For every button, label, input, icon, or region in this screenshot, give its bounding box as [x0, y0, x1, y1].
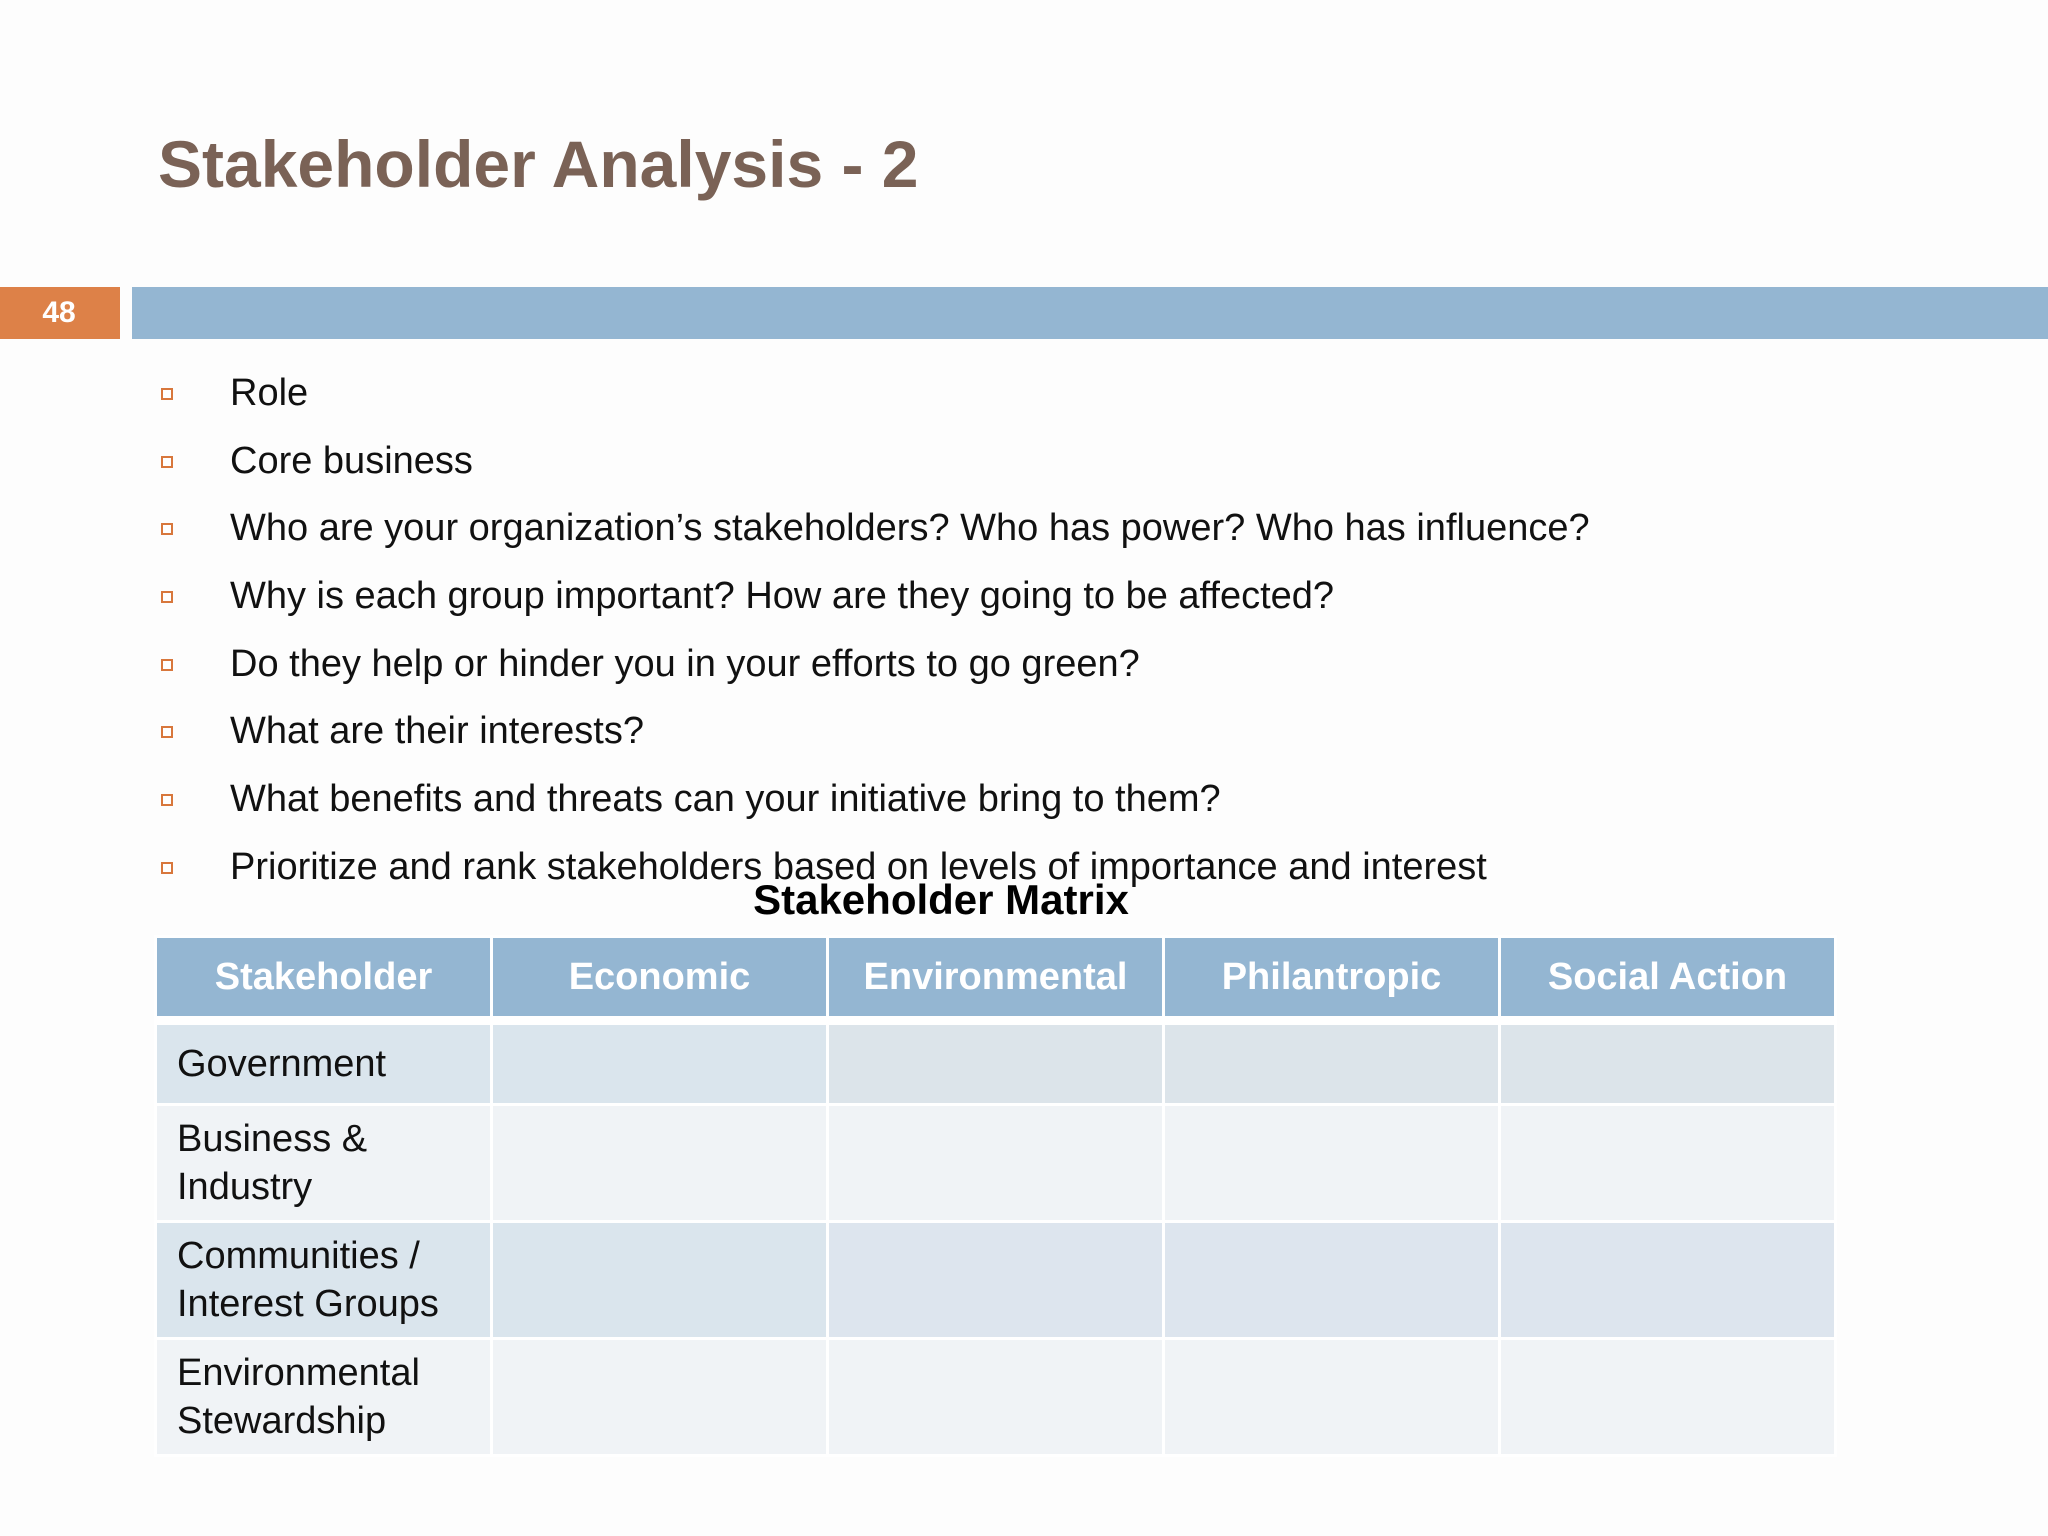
bullet-text: Do they help or hinder you in your efforts to go green? — [230, 642, 1140, 685]
row-label-cell: Government — [157, 1025, 490, 1103]
table-cell — [829, 1223, 1162, 1337]
row-label-cell: Environmental Stewardship — [157, 1340, 490, 1454]
table-cell — [1501, 1340, 1834, 1454]
bullet-text: What benefits and threats can your initiative bring to them? — [230, 778, 1221, 821]
bullet-item — [158, 696, 1590, 764]
table-cell — [493, 1025, 826, 1103]
bullet-item — [158, 426, 1590, 494]
bullet-text: Who are your organization’s stakeholders? Who has power? Who has influence? — [230, 507, 1590, 550]
table-cell — [1165, 1025, 1498, 1103]
column-header-philantropic: Philantropic — [1165, 938, 1498, 1022]
table-row — [157, 1025, 1834, 1103]
table-row — [157, 1340, 1834, 1454]
square-bullet-icon — [161, 456, 173, 468]
bullet-text: Why is each group important? How are they going to be affected? — [230, 575, 1335, 618]
column-header-economic: Economic — [493, 938, 826, 1022]
table-cell — [493, 1106, 826, 1220]
slide-number-badge: 48 — [0, 287, 120, 339]
bullet-item — [158, 358, 1590, 426]
table-cell — [1501, 1025, 1834, 1103]
bullet-text: Prioritize and rank stakeholders based on levels of importance and interest — [230, 845, 1487, 888]
row-label-cell: Business & Industry — [157, 1106, 490, 1220]
bullet-text: Core business — [230, 439, 473, 482]
table-cell — [1501, 1106, 1834, 1220]
table-row — [157, 1106, 1834, 1220]
table-cell — [829, 1340, 1162, 1454]
table-header-row — [157, 938, 1834, 1022]
table-cell — [1165, 1106, 1498, 1220]
row-label-cell: Communities / Interest Groups — [157, 1223, 490, 1337]
table-cell — [1501, 1223, 1834, 1337]
table-row — [157, 1223, 1834, 1337]
table-cell — [829, 1106, 1162, 1220]
column-header-stakeholder: Stakeholder — [157, 938, 490, 1022]
table-cell — [493, 1223, 826, 1337]
square-bullet-icon — [161, 388, 173, 400]
slide-title: Stakeholder Analysis - 2 — [158, 127, 919, 201]
column-header-environmental: Environmental — [829, 938, 1162, 1022]
square-bullet-icon — [161, 862, 173, 874]
square-bullet-icon — [161, 726, 173, 738]
bullet-text: What are their interests? — [230, 710, 644, 753]
square-bullet-icon — [161, 794, 173, 806]
square-bullet-icon — [161, 659, 173, 671]
table-cell — [829, 1025, 1162, 1103]
bullet-item — [158, 561, 1590, 629]
bullet-text: Role — [230, 372, 309, 414]
bullet-item — [158, 764, 1590, 832]
table-cell — [493, 1340, 826, 1454]
matrix-title: Stakeholder Matrix — [753, 876, 1129, 923]
square-bullet-icon — [161, 523, 173, 535]
stakeholder-matrix-table — [154, 935, 1837, 1457]
column-header-social-action: Social Action — [1501, 938, 1834, 1022]
bullet-list — [158, 358, 1590, 900]
square-bullet-icon — [161, 591, 173, 603]
bullet-item — [158, 629, 1590, 697]
table-cell — [1165, 1340, 1498, 1454]
header-divider-bar — [132, 287, 2048, 339]
table-cell — [1165, 1223, 1498, 1337]
bullet-item — [158, 493, 1590, 561]
